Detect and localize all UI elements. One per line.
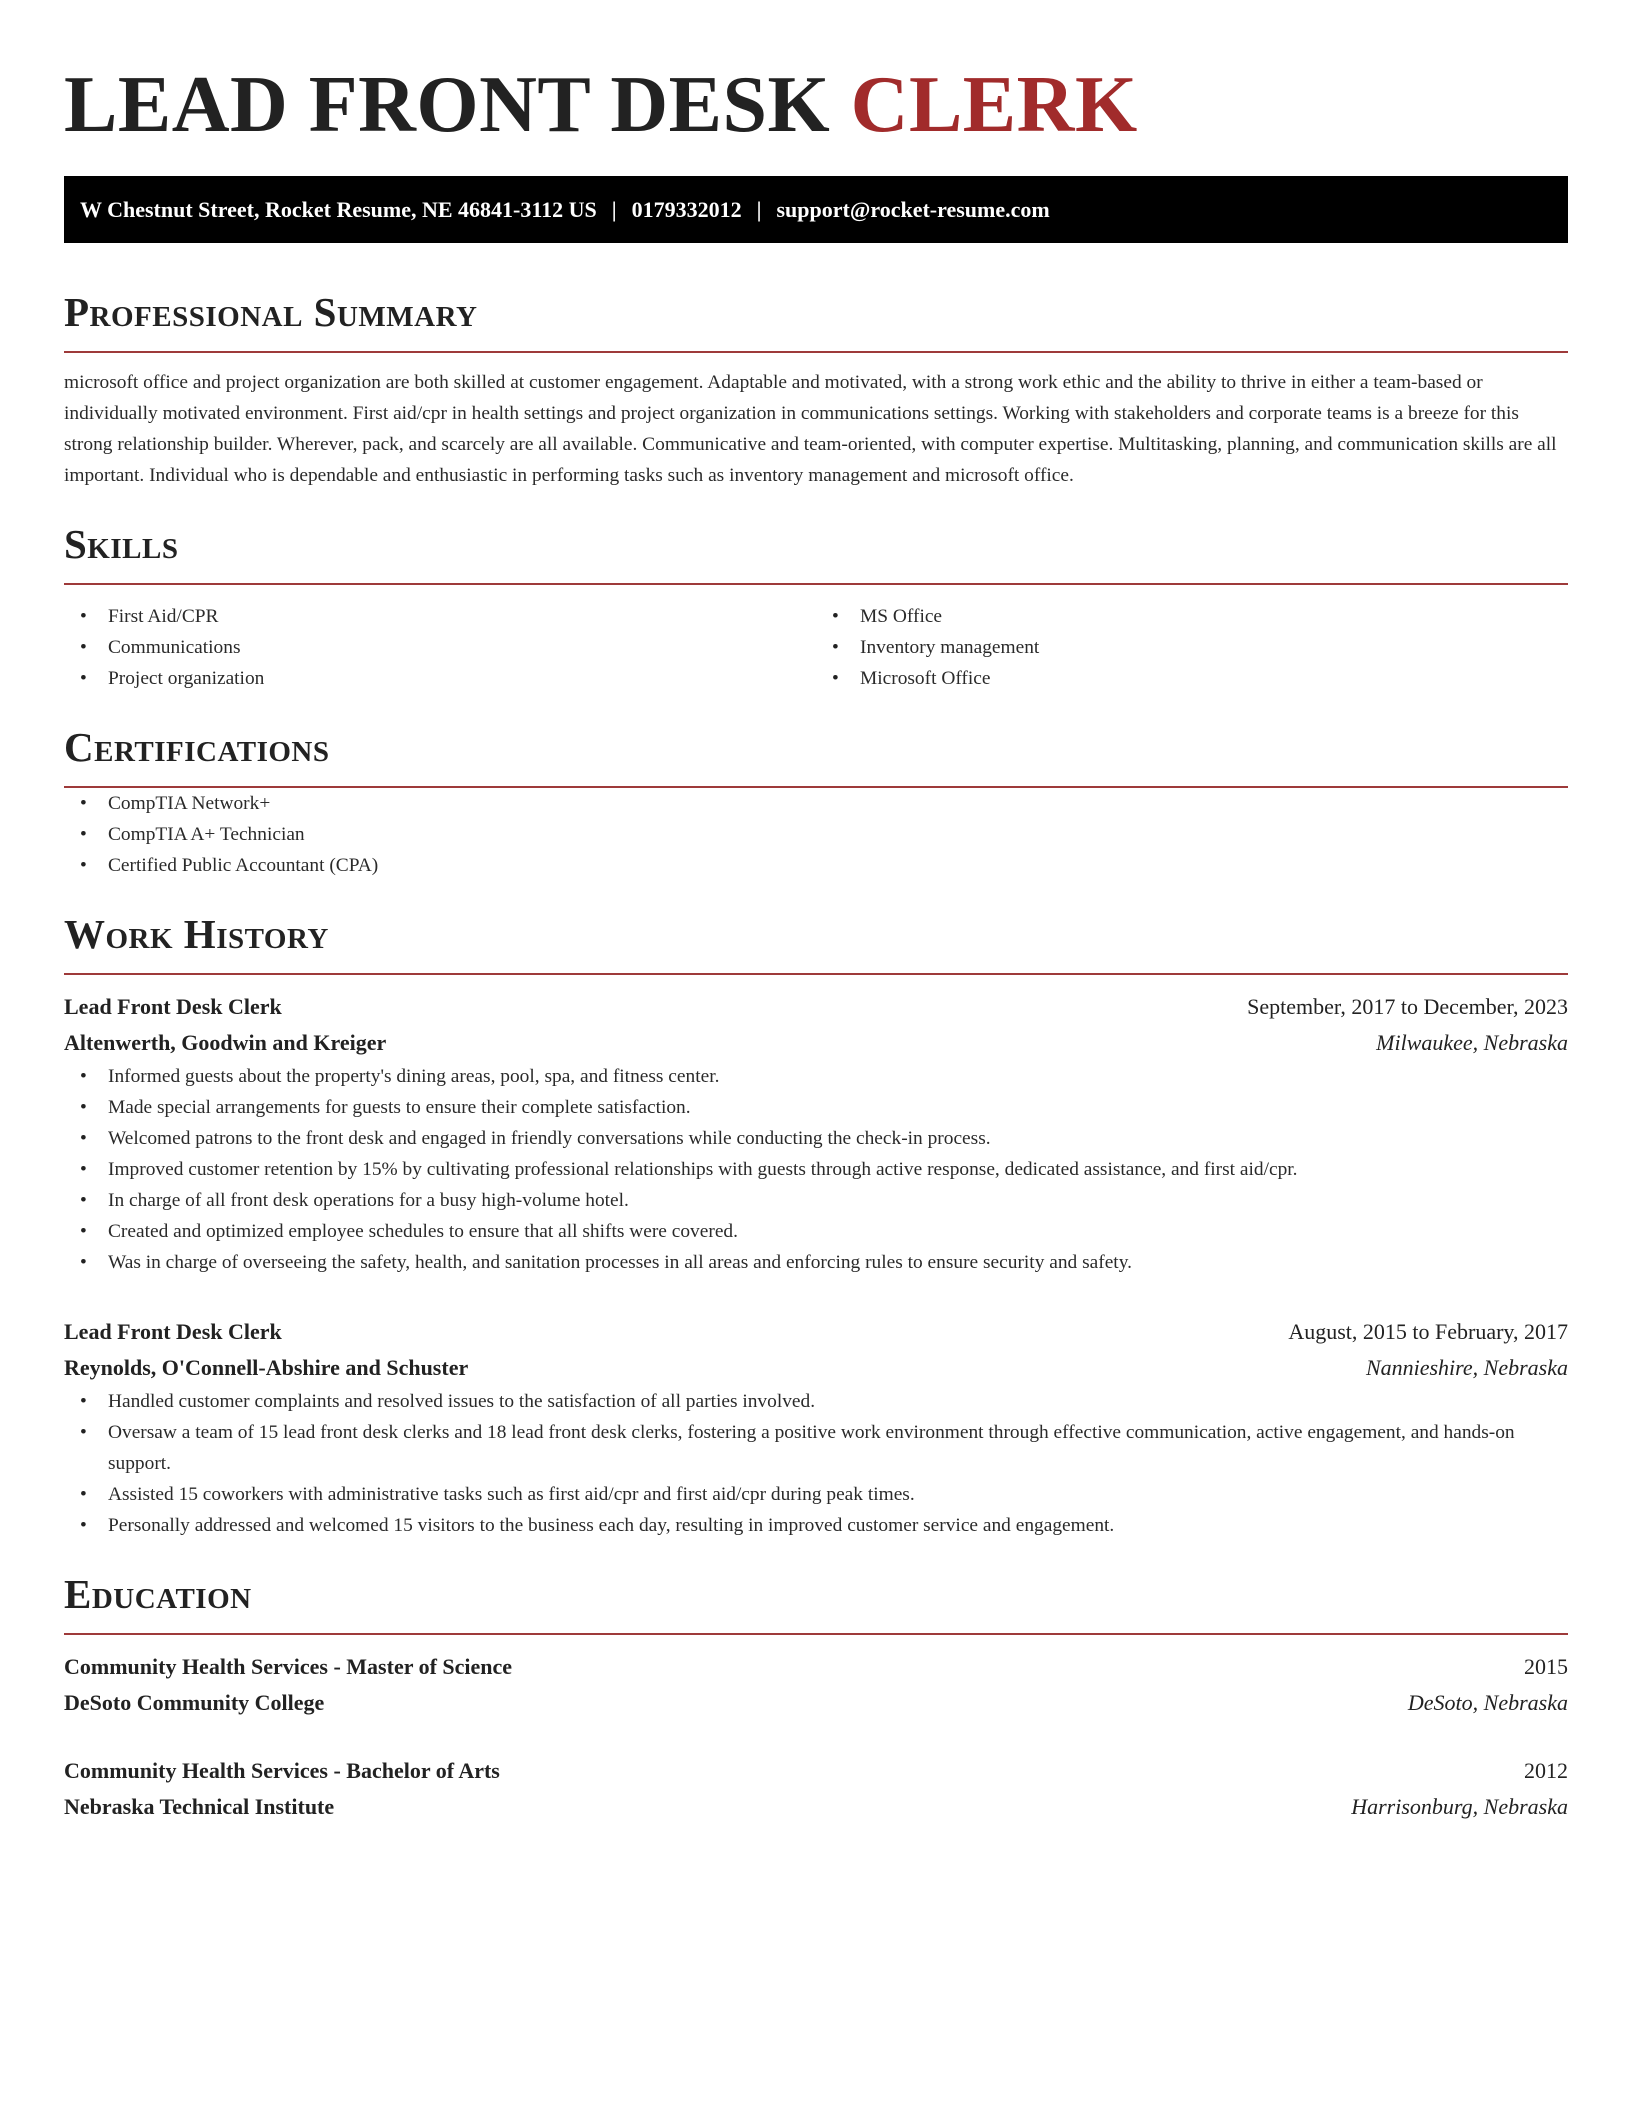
skills-section <box>64 521 1568 694</box>
education-school: Nebraska Technical Institute <box>64 1794 335 1819</box>
education-school: DeSoto Community College <box>64 1690 325 1715</box>
job-duty: • Was in charge of overseeing the safety, health, and sanitation processes in all areas and enforcing rules to ensure security and safety. <box>64 1247 1568 1278</box>
section-divider <box>64 973 1568 975</box>
education-location: DeSoto, Nebraska <box>1407 1690 1568 1715</box>
job-duty: • Handled customer complaints and resolved issues to the satisfaction of all parties involved. <box>64 1386 1568 1417</box>
contact-separator: | <box>611 196 617 222</box>
certification-item: • CompTIA Network+ <box>64 788 1568 819</box>
job-duties-list <box>64 1386 1568 1541</box>
education-degree: Community Health Services - Bachelor of Arts <box>64 1758 500 1783</box>
section-divider <box>64 583 1568 585</box>
job-entry <box>64 1314 1568 1541</box>
education-degree: Community Health Services - Master of Science <box>64 1654 513 1679</box>
skill-item: • Microsoft Office <box>816 663 1568 694</box>
work-history-heading: Work History <box>64 911 329 957</box>
summary-heading: Professional Summary <box>64 289 478 335</box>
job-duty: • In charge of all front desk operations for a busy high-volume hotel. <box>64 1185 1568 1216</box>
job-header-row <box>64 989 1568 1025</box>
contact-bar <box>64 176 1568 243</box>
title-accent: CLERK <box>850 61 1138 149</box>
job-duty: • Made special arrangements for guests to ensure their complete satisfaction. <box>64 1092 1568 1123</box>
certifications-list <box>64 788 1568 881</box>
title-main: LEAD FRONT DESK <box>64 61 831 149</box>
section-divider <box>64 1633 1568 1635</box>
job-company-row <box>64 1350 1568 1386</box>
skill-item: • Communications <box>64 632 816 663</box>
job-location: Nannieshire, Nebraska <box>1365 1355 1568 1380</box>
job-role: Lead Front Desk Clerk <box>64 994 282 1019</box>
education-year: 2015 <box>1524 1654 1568 1679</box>
skill-item: • Inventory management <box>816 632 1568 663</box>
skills-list-left <box>64 601 816 694</box>
job-duty: • Created and optimized employee schedules to ensure that all shifts were covered. <box>64 1216 1568 1247</box>
job-location: Milwaukee, Nebraska <box>1376 1030 1568 1055</box>
job-duty: • Personally addressed and welcomed 15 visitors to the business each day, resulting in improved customer service and engagement. <box>64 1510 1568 1541</box>
job-duty: • Improved customer retention by 15% by cultivating professional relationships with guests through active response, dedicated assistance, and first aid/cpr. <box>64 1154 1568 1185</box>
education-location: Harrisonburg, Nebraska <box>1351 1794 1568 1819</box>
job-duty: • Assisted 15 coworkers with administrative tasks such as first aid/cpr and first aid/cpr during peak times. <box>64 1479 1568 1510</box>
education-section <box>64 1571 1568 1825</box>
job-company-row <box>64 1025 1568 1061</box>
certification-item: • CompTIA A+ Technician <box>64 819 1568 850</box>
summary-text: microsoft office and project organization are both skilled at customer engagement. Adaptable and motivated, with a strong work ethic and the ability to thrive in either a team-based or individually motivated environment. First aid/cpr in health settings and project organization in communications settings. Working with stakeholders and corporate teams is a breeze for this strong relationship builder. Wherever, pack, and scarcely are all available. Communicative and team-oriented, with computer expertise. Multitasking, planning, and communication skills are all important. Individual who is dependable and enthusiastic in performing tasks such as inventory management and microsoft office. <box>64 372 1557 486</box>
job-duty: • Oversaw a team of 15 lead front desk clerks and 18 lead front desk clerks, fostering a positive work environment through effective communication, active engagement, and hands-on support. <box>64 1417 1568 1479</box>
job-dates: August, 2015 to February, 2017 <box>1288 1319 1568 1344</box>
education-year: 2012 <box>1524 1758 1568 1783</box>
skill-item: • First Aid/CPR <box>64 601 816 632</box>
job-duty: • Welcomed patrons to the front desk and engaged in friendly conversations while conducting the check-in process. <box>64 1123 1568 1154</box>
job-dates: September, 2017 to December, 2023 <box>1247 994 1568 1019</box>
education-school-row <box>64 1789 1568 1825</box>
job-company: Reynolds, O'Connell-Abshire and Schuster <box>64 1355 469 1380</box>
skills-heading: Skills <box>64 521 179 567</box>
section-divider <box>64 351 1568 353</box>
contact-email: support@rocket-resume.com <box>776 196 1050 222</box>
skill-item: • Project organization <box>64 663 816 694</box>
certification-item: • Certified Public Accountant (CPA) <box>64 850 1568 881</box>
job-role: Lead Front Desk Clerk <box>64 1319 282 1344</box>
work-history-section <box>64 911 1568 1541</box>
job-duties-list <box>64 1061 1568 1278</box>
education-entry <box>64 1649 1568 1721</box>
education-degree-row <box>64 1753 1568 1789</box>
job-entry <box>64 989 1568 1278</box>
contact-phone: 0179332012 <box>631 196 742 222</box>
education-heading: Education <box>64 1571 252 1617</box>
skills-grid <box>64 601 1568 694</box>
resume-title <box>64 62 1568 148</box>
certifications-section <box>64 724 1568 881</box>
education-entry <box>64 1753 1568 1825</box>
contact-address: W Chestnut Street, Rocket Resume, NE 46841-3112 US <box>80 196 597 222</box>
skill-item: • MS Office <box>816 601 1568 632</box>
education-school-row <box>64 1685 1568 1721</box>
job-header-row <box>64 1314 1568 1350</box>
job-company: Altenwerth, Goodwin and Kreiger <box>64 1030 387 1055</box>
summary-section <box>64 289 1568 491</box>
education-degree-row <box>64 1649 1568 1685</box>
job-duty: • Informed guests about the property's dining areas, pool, spa, and fitness center. <box>64 1061 1568 1092</box>
contact-separator: | <box>756 196 762 222</box>
certifications-heading: Certifications <box>64 724 330 770</box>
skills-list-right <box>816 601 1568 694</box>
